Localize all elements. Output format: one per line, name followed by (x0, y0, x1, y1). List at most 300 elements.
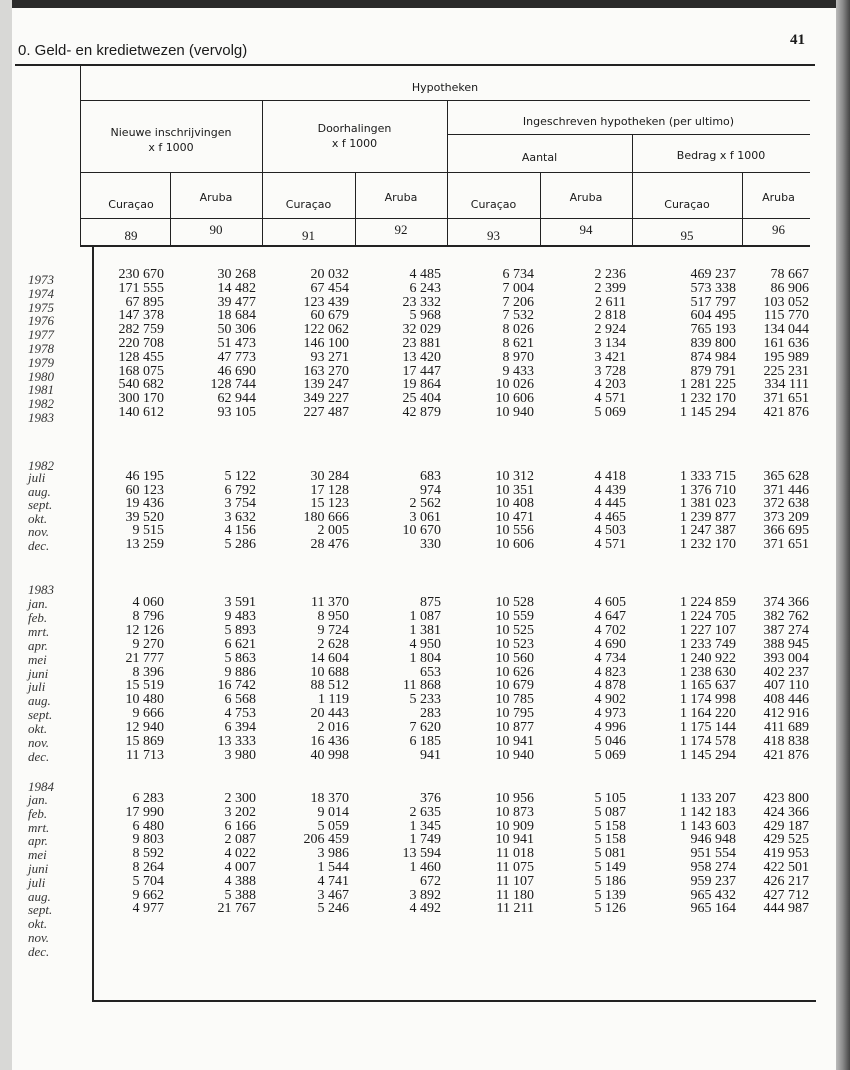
table-cell: 388 945 (763, 636, 809, 652)
table-cell: 9 724 (317, 622, 349, 638)
table-cell: 946 948 (690, 832, 736, 848)
table-cell: 14 482 (217, 280, 256, 296)
row-label: 1973 (28, 272, 54, 287)
table-row (0, 336, 850, 356)
table-cell: 103 052 (763, 294, 809, 310)
table-cell: 4 902 (594, 692, 626, 708)
table-cell: 86 906 (770, 280, 809, 296)
table-cell: 19 436 (125, 496, 164, 511)
table-cell: 330 (420, 536, 441, 552)
table-cell: 10 026 (495, 377, 534, 393)
table-cell: 17 128 (310, 482, 349, 498)
row-label: nov. (28, 735, 50, 750)
table-cell: 5 059 (317, 818, 349, 834)
table-cell: 839 800 (690, 336, 736, 351)
table-cell: 9 662 (132, 887, 164, 903)
table-cell: 17 990 (125, 804, 164, 820)
column-number: 94 (579, 222, 593, 237)
table-cell: 10 556 (495, 523, 534, 538)
table-cell: 4 060 (132, 595, 164, 610)
column-number: 95 (680, 228, 694, 243)
table-row (0, 944, 850, 958)
table-cell: 2 924 (594, 322, 626, 338)
table-cell: 146 100 (303, 336, 349, 351)
row-label: dec. (28, 748, 50, 764)
table-cell: 5 149 (594, 860, 626, 875)
table-cell: 958 274 (690, 860, 736, 875)
table-cell: 19 864 (402, 377, 441, 393)
table-cell: 17 447 (402, 363, 441, 379)
table-cell: 965 432 (690, 887, 736, 903)
page-number: 41 (790, 32, 805, 48)
table-cell: 230 670 (118, 267, 164, 282)
table-cell: 10 351 (495, 482, 534, 498)
table-cell: 393 004 (763, 650, 809, 666)
table-row (0, 624, 850, 638)
table-cell: 6 621 (224, 636, 256, 652)
table-cell: 1 145 294 (680, 405, 736, 420)
table-cell: 1 376 710 (680, 482, 736, 498)
table-cell: 4 156 (224, 523, 256, 538)
column-header-aruba: Aruba (384, 191, 418, 204)
table-cell: 220 708 (118, 336, 164, 351)
table-cell: 10 626 (495, 664, 534, 680)
table-cell: 1 345 (409, 818, 441, 834)
table-cell: 1 133 207 (680, 791, 736, 806)
table-cell: 4 878 (594, 678, 626, 694)
table-cell: 21 767 (217, 901, 256, 917)
row-label: feb. (28, 805, 48, 821)
table-cell: 140 612 (118, 405, 164, 420)
table-cell: 10 785 (495, 692, 534, 708)
table-cell: 604 495 (690, 308, 736, 324)
table-cell: 4 741 (317, 873, 349, 889)
table-cell: 412 916 (763, 706, 809, 722)
column-header-aruba: Aruba (762, 191, 795, 204)
table-cell: 78 667 (770, 267, 809, 282)
table-cell: 10 877 (495, 720, 534, 736)
table-cell: 10 795 (495, 706, 534, 722)
table-cell: 1 232 170 (680, 391, 736, 407)
row-label: 1976 (28, 313, 54, 329)
table-cell: 8 592 (132, 846, 164, 862)
table-cell: 15 869 (125, 734, 164, 749)
table-cell: 5 233 (409, 692, 441, 708)
table-cell: 2 818 (594, 308, 626, 324)
column-number: 93 (487, 228, 500, 243)
row-label: 1982 (28, 396, 54, 412)
table-row (0, 693, 850, 707)
table-cell: 10 940 (495, 405, 534, 420)
table-cell: 3 728 (594, 363, 626, 379)
table-cell: 376 (420, 791, 441, 806)
row-label: 1980 (28, 368, 54, 384)
table-cell: 3 632 (224, 509, 256, 525)
table-row (0, 666, 850, 680)
table-row (0, 930, 850, 944)
table-cell: 283 (420, 706, 441, 722)
table-cell: 573 338 (690, 280, 736, 296)
table-cell: 4 388 (224, 873, 256, 889)
table-cell: 180 666 (303, 509, 349, 525)
table-cell: 7 620 (409, 720, 441, 736)
table-cell: 128 455 (118, 349, 164, 365)
table-cell: 8 796 (132, 608, 164, 624)
row-label: jan. (28, 792, 48, 807)
table-cell: 10 312 (495, 469, 534, 484)
row-label: 1979 (28, 354, 54, 370)
table-cell: 5 069 (594, 405, 626, 420)
table-cell: 8 396 (132, 664, 164, 680)
table-cell: 50 306 (217, 322, 256, 338)
table-cell: 5 968 (409, 308, 441, 324)
table-cell: 171 555 (118, 280, 164, 296)
row-label: juli (28, 679, 46, 695)
table-cell: 1 224 859 (680, 595, 736, 610)
table-cell: 7 532 (502, 308, 534, 324)
table-row (0, 497, 850, 511)
table-cell: 6 166 (224, 818, 256, 834)
table-cell: 4 571 (594, 536, 626, 552)
table-cell: 408 446 (763, 692, 809, 708)
table-cell: 6 734 (502, 267, 534, 282)
table-cell: 161 636 (763, 336, 809, 351)
section-label: 1982 (28, 458, 54, 473)
table-cell: 365 628 (763, 469, 809, 484)
table-row (0, 916, 850, 930)
table-cell: 372 638 (763, 496, 809, 511)
table-cell: 9 483 (224, 608, 256, 624)
table-cell: 9 803 (132, 832, 164, 848)
table-cell: 39 477 (217, 294, 256, 310)
table-cell: 5 893 (224, 622, 256, 638)
table-cell: 15 519 (125, 678, 164, 694)
table-cell: 874 984 (690, 349, 736, 365)
table-cell: 10 670 (402, 523, 441, 538)
table-cell: 1 238 630 (680, 664, 736, 680)
table-cell: 1 804 (409, 650, 441, 666)
table-cell: 3 980 (224, 747, 256, 763)
table-cell: 195 989 (763, 349, 809, 365)
table-cell: 12 940 (125, 720, 164, 736)
column-number: 96 (772, 222, 785, 237)
table-cell: 23 881 (402, 336, 441, 351)
table-cell: 4 605 (594, 595, 626, 610)
table-cell: 1 247 387 (680, 523, 736, 538)
row-label: 1983 (28, 410, 54, 425)
row-label: 1974 (28, 285, 54, 301)
table-cell: 1 174 998 (680, 692, 736, 708)
row-label: apr. (28, 833, 48, 849)
table-cell: 6 243 (409, 280, 441, 296)
table-cell: 67 454 (310, 280, 349, 296)
header-rule (80, 218, 810, 219)
table-cell: 21 777 (125, 650, 164, 666)
table-cell: 10 480 (125, 692, 164, 708)
table-cell: 123 439 (303, 294, 349, 310)
table-cell: 1 165 637 (680, 678, 736, 694)
section-label: 1983 (28, 582, 54, 597)
header-unit: x f 1000 (331, 137, 378, 150)
table-row (0, 610, 850, 624)
column-header-curacao: Curaçao (470, 198, 517, 211)
table-cell: 3 202 (224, 804, 256, 820)
row-label: sept. (28, 902, 53, 918)
table-cell: 12 126 (125, 622, 164, 638)
table-cell: 9 433 (502, 363, 534, 379)
table-cell: 10 873 (495, 804, 534, 820)
row-label: apr. (28, 637, 48, 653)
column-header-curacao: Curaçao (108, 198, 154, 211)
row-label: okt. (28, 510, 48, 526)
table-cell: 40 998 (310, 747, 349, 763)
table-cell: 9 014 (317, 804, 349, 820)
table-cell: 423 800 (763, 791, 809, 806)
header-line: Nieuwe inschrijvingen (110, 126, 232, 139)
table-cell: 4 690 (594, 636, 626, 652)
table-cell: 2 635 (409, 804, 441, 820)
table-cell: 5 388 (224, 887, 256, 903)
table-cell: 879 791 (690, 363, 736, 379)
row-label: mei (28, 847, 47, 863)
table-row (0, 280, 850, 301)
table-cell: 13 259 (125, 536, 164, 552)
table-cell: 93 105 (217, 405, 256, 420)
table-cell: 11 211 (496, 901, 534, 917)
table-cell: 11 370 (311, 595, 349, 610)
table-cell: 10 909 (495, 818, 534, 834)
table-cell: 227 487 (303, 405, 349, 420)
table-cell: 2 399 (594, 280, 626, 296)
table-row (0, 405, 850, 425)
table-cell: 11 180 (496, 887, 534, 903)
table-cell: 15 123 (310, 496, 349, 511)
table-cell: 46 690 (217, 363, 256, 379)
table-cell: 7 004 (502, 280, 534, 296)
table-cell: 8 264 (132, 860, 164, 875)
table-cell: 1 224 705 (680, 608, 736, 624)
header-nieuwe-inschrijvingen (80, 125, 262, 155)
table-cell: 5 126 (594, 901, 626, 917)
row-label: jan. (28, 596, 48, 611)
table-row (0, 792, 850, 806)
table-cell: 965 164 (690, 901, 736, 917)
table-cell: 46 195 (125, 469, 164, 484)
row-label: juli (28, 470, 46, 485)
row-label: mrt. (28, 623, 50, 639)
header-rule (447, 134, 810, 135)
row-label: mei (28, 651, 47, 667)
row-label: mrt. (28, 819, 50, 835)
table-cell: 1 381 (409, 622, 441, 638)
header-aantal: Aantal (521, 151, 558, 164)
table-cell: 10 606 (495, 391, 534, 407)
table-cell: 6 792 (224, 482, 256, 498)
table-cell: 4 702 (594, 622, 626, 638)
table-cell: 421 876 (763, 747, 809, 763)
table-cell: 4 492 (409, 901, 441, 917)
row-label: aug. (28, 693, 51, 709)
table-row (0, 638, 850, 652)
table-cell: 9 886 (224, 664, 256, 680)
table-cell: 5 246 (317, 901, 349, 917)
table-cell: 374 366 (763, 595, 809, 610)
row-label: feb. (28, 609, 48, 625)
table-cell: 959 237 (690, 873, 736, 889)
table-cell: 875 (420, 595, 441, 610)
table-cell: 3 061 (409, 509, 441, 525)
table-cell: 941 (420, 747, 441, 763)
table-cell: 16 436 (310, 734, 349, 749)
table-cell: 5 704 (132, 873, 164, 889)
table-cell: 20 032 (310, 267, 349, 282)
table-cell: 23 332 (402, 294, 441, 310)
table-cell: 11 018 (496, 846, 534, 862)
table-cell: 3 467 (317, 887, 349, 903)
table-cell: 6 185 (409, 734, 441, 749)
row-label: dec. (28, 943, 50, 959)
table-cell: 18 684 (217, 308, 256, 324)
table-cell: 62 944 (217, 391, 256, 407)
bottom-rule (92, 1000, 816, 1002)
table-cell: 16 742 (217, 678, 256, 694)
table-cell: 334 111 (764, 377, 809, 393)
table-cell: 10 941 (495, 832, 534, 848)
table-cell: 9 515 (132, 523, 164, 538)
table-cell: 371 651 (763, 536, 809, 552)
table-cell: 28 476 (310, 536, 349, 552)
table-cell: 134 044 (763, 322, 809, 338)
table-cell: 6 283 (132, 791, 164, 806)
table-cell: 10 559 (495, 608, 534, 624)
table-row (0, 679, 850, 693)
table-cell: 139 247 (303, 377, 349, 393)
table-row (0, 652, 850, 666)
table-cell: 3 591 (224, 595, 256, 610)
table-cell: 429 187 (763, 818, 809, 834)
table-cell: 5 069 (594, 747, 626, 763)
table-cell: 51 473 (217, 336, 256, 351)
column-number: 90 (209, 222, 223, 237)
column-header-curacao: Curaçao (285, 198, 332, 211)
table-cell: 67 895 (125, 294, 164, 310)
table-row (0, 749, 850, 763)
table-cell: 13 594 (402, 846, 441, 862)
table-cell: 4 503 (594, 523, 626, 538)
table-cell: 444 987 (763, 901, 809, 917)
table-cell: 349 227 (303, 391, 349, 407)
table-cell: 1 164 220 (680, 706, 736, 722)
table-cell: 5 122 (224, 469, 256, 484)
table-cell: 8 621 (502, 336, 534, 351)
table-cell: 10 956 (495, 791, 534, 806)
table-cell: 1 119 (318, 692, 349, 708)
table-cell: 1 233 749 (680, 636, 736, 652)
table-cell: 168 075 (118, 363, 164, 379)
table-cell: 765 193 (690, 322, 736, 338)
table-cell: 30 268 (217, 267, 256, 282)
table-cell: 9 270 (132, 636, 164, 652)
table-cell: 424 366 (763, 804, 809, 820)
table-cell: 411 689 (764, 720, 809, 736)
table-cell: 419 953 (763, 846, 809, 862)
table-cell: 672 (420, 873, 441, 889)
column-header-aruba: Aruba (569, 191, 603, 204)
table-cell: 11 075 (496, 860, 534, 875)
row-label: nov. (28, 930, 50, 945)
header-rule (80, 172, 810, 173)
table-cell: 1 232 170 (680, 536, 736, 552)
table-cell: 4 439 (594, 482, 626, 498)
title-rule (15, 64, 815, 66)
table-cell: 4 977 (132, 901, 164, 917)
table-cell: 11 868 (403, 678, 441, 694)
table-cell: 540 682 (118, 377, 164, 393)
table-cell: 1 281 225 (680, 377, 736, 393)
table-cell: 3 421 (594, 349, 626, 365)
column-number: 92 (394, 222, 408, 237)
section-label: 1984 (28, 779, 54, 794)
table-cell: 39 520 (125, 509, 164, 525)
table-cell: 5 863 (224, 650, 256, 666)
row-label: nov. (28, 524, 50, 539)
header-hypotheken: Hypotheken (411, 81, 479, 94)
table-cell: 4 465 (594, 509, 626, 525)
table-cell: 407 110 (764, 678, 809, 694)
table-cell: 1 240 922 (680, 650, 736, 666)
table-cell: 282 759 (118, 322, 164, 338)
table-cell: 8 970 (502, 349, 534, 365)
table-cell: 10 525 (495, 622, 534, 638)
column-header-curacao: Curaçao (664, 198, 710, 211)
table-cell: 4 007 (224, 860, 256, 875)
table-cell: 93 271 (310, 349, 349, 365)
table-cell: 1 749 (409, 832, 441, 848)
table-row (0, 707, 850, 721)
table-cell: 387 274 (763, 622, 809, 638)
row-label: juli (28, 874, 46, 890)
table-cell: 11 107 (496, 873, 534, 889)
table-cell: 1 381 023 (680, 496, 736, 511)
table-cell: 10 679 (495, 678, 534, 694)
table-cell: 683 (420, 469, 441, 484)
header-rule (80, 100, 810, 101)
table-row (0, 875, 850, 889)
table-cell: 6 568 (224, 692, 256, 708)
column-number: 91 (302, 228, 315, 243)
table-cell: 371 651 (763, 391, 809, 407)
header-ingeschreven: Ingeschreven hypotheken (per ultimo) (522, 115, 735, 128)
table-cell: 4 973 (594, 706, 626, 722)
table-cell: 10 523 (495, 636, 534, 652)
table-cell: 5 139 (594, 887, 626, 903)
table-cell: 32 029 (402, 322, 441, 338)
table-cell: 7 206 (502, 294, 534, 310)
row-label: aug. (28, 483, 51, 499)
table-cell: 47 773 (217, 349, 256, 365)
table-cell: 10 941 (495, 734, 534, 749)
table-cell: 163 270 (303, 363, 349, 379)
row-label: okt. (28, 721, 48, 737)
table-cell: 1 087 (409, 608, 441, 624)
table-cell: 1 145 294 (680, 747, 736, 763)
table-cell: 25 404 (402, 391, 441, 407)
table-cell: 4 022 (224, 846, 256, 862)
table-cell: 2 087 (224, 832, 256, 848)
table-cell: 1 174 578 (680, 734, 736, 749)
table-cell: 10 408 (495, 496, 534, 511)
row-label: juni (28, 665, 49, 681)
